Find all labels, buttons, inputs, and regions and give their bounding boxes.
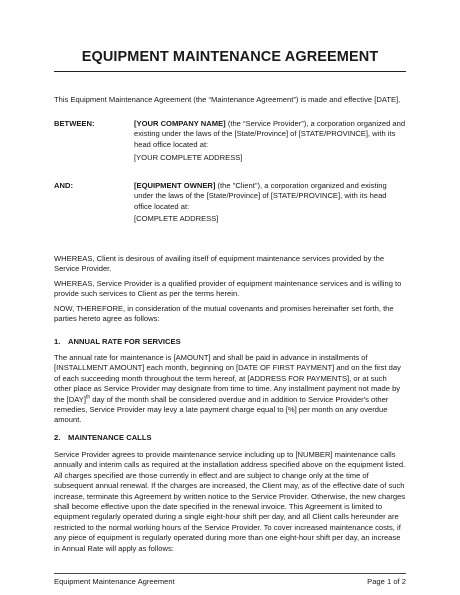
client-name: [EQUIPMENT OWNER]: [134, 181, 216, 190]
section-1-superscript: th: [85, 394, 91, 401]
provider-address: [YOUR COMPLETE ADDRESS]: [134, 153, 243, 162]
section-1-text-b: day of the month shall be considered overdue and in addition to Service Provider's other remedies, Service Provider may levy a late payment charge equal to [%] per month on any overdue amount.: [54, 394, 389, 425]
provider-name: [YOUR COMPANY NAME]: [134, 119, 226, 128]
client-description: (the "Client"), a corporation organized and existing under the laws of the [State/Province] of [STATE/PROVINCE], with its head office located at:: [134, 181, 387, 211]
section-2-title: MAINTENANCE CALLS: [68, 433, 152, 442]
section-1-number: 1.: [54, 337, 61, 346]
between-label: BETWEEN:: [54, 119, 95, 128]
footer-page-number: Page 1 of 2: [367, 577, 406, 586]
provider-description: (the “Service Provider”), a corporation organized and existing under the laws of the [State/Province] of [STATE/PROVINCE], with its head office located at:: [134, 119, 406, 149]
section-2-body: Service Provider agrees to provide maintenance service including up to [NUMBER] maintenance calls annually and interim calls as required at the installation address specified above on the equipment listed. All charges specified are those currently in effect and are subject to change only at the time of subsequent annual renewal. If the charges are increased, the Client may, as of the effective date of such increase, terminate this Agreement by written notice to the Service Provider. Otherwise, the new charges shall become effective upon the date specified in the renewal invoice. This Agreement is limited to equipment regularly operated during a single eight-hour shift per day, and all Client calls hereunder are restricted to the normal working hours of the Service Provider. To cover increased maintenance costs, if any piece of equipment is regularly operated during more than one eight-hour shift per day, an increase in Annual Rate will apply as follows:: [54, 450, 406, 553]
footer-rule: [54, 573, 406, 574]
title-underline: [54, 71, 406, 72]
footer-document-name: Equipment Maintenance Agreement: [54, 577, 175, 586]
section-2-heading: [54, 433, 152, 442]
document-title: EQUIPMENT MAINTENANCE AGREEMENT: [81, 49, 379, 65]
intro-paragraph: This Equipment Maintenance Agreement (the “Maintenance Agreement”) is made and effective [DATE],: [54, 95, 401, 104]
and-party: [134, 181, 406, 212]
section-1-body: [54, 353, 406, 426]
whereas-paragraph-2: WHEREAS, Service Provider is a qualified provider of equipment maintenance services and is willing to provide such services to Client as per the terms herein.: [54, 279, 402, 299]
now-therefore-paragraph: NOW, THEREFORE, in consideration of the mutual covenants and promises hereinafter set forth, the parties hereto agree as follows:: [54, 304, 394, 324]
between-party: [134, 119, 406, 150]
section-1-text-a: The annual rate for maintenance is [AMOUNT] and shall be paid in advance in installments of [INSTALLMENT AMOUNT] each month, beginning on [DATE OF FIRST PAYMENT] and on the first day of each succeeding month throughout the term hereof, at [ADDRESS FOR PAYMENTS], or at such other place as Service Provider may designate from time to time. Any installment payment not made by the [DAY]: [54, 353, 401, 404]
section-1-heading: [54, 337, 181, 346]
section-2-number: 2.: [54, 433, 61, 442]
and-label: AND:: [54, 181, 73, 190]
whereas-paragraph-1: WHEREAS, Client is desirous of availing itself of equipment maintenance services provided by the Service Provider.: [54, 254, 385, 274]
client-address: [COMPLETE ADDRESS]: [134, 214, 219, 223]
section-1-title: ANNUAL RATE FOR SERVICES: [68, 337, 181, 346]
